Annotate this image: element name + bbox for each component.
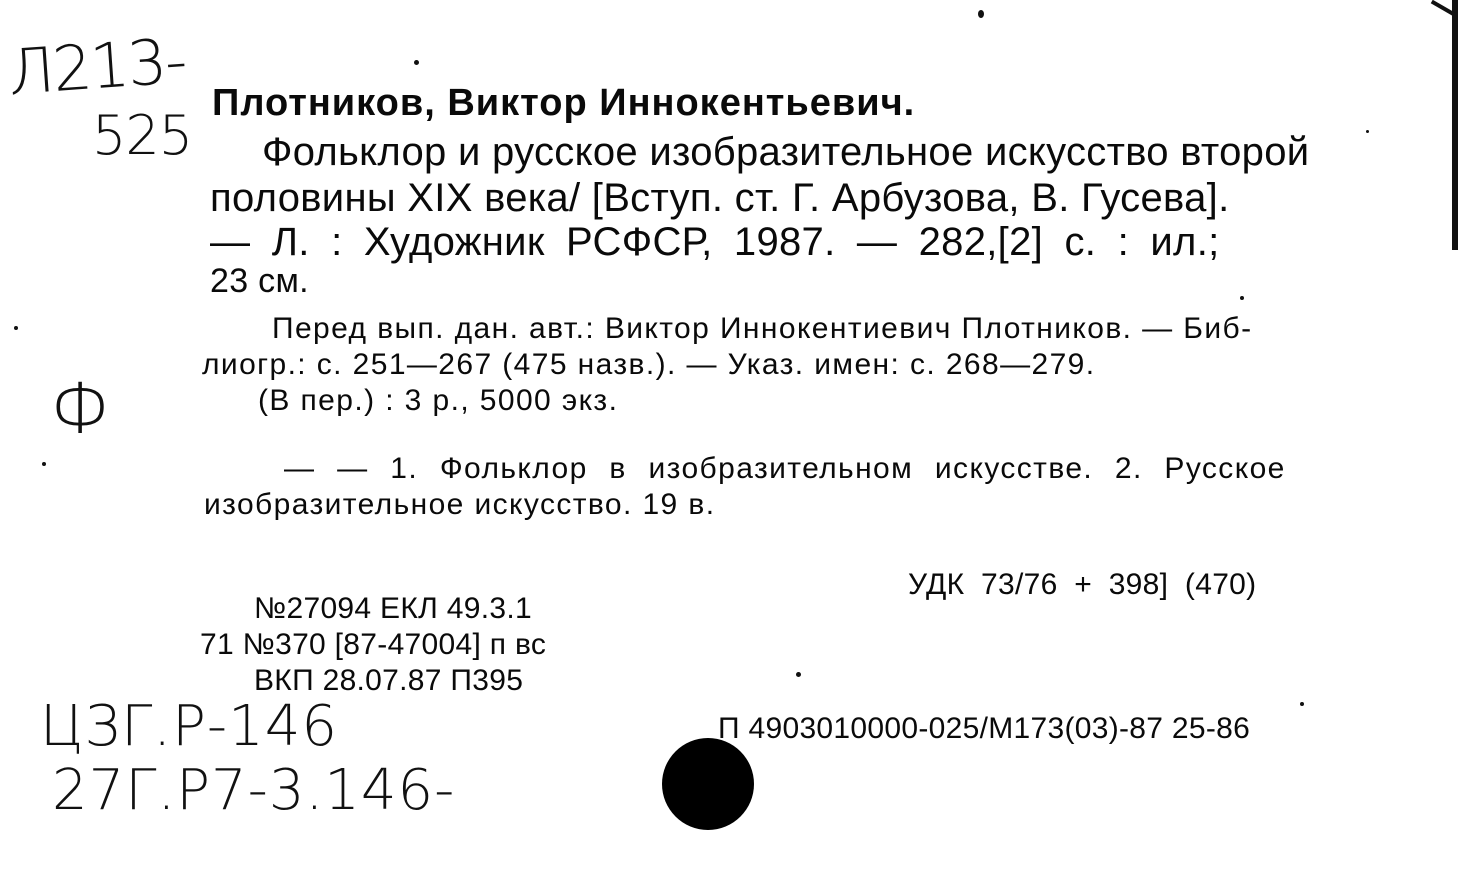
speck [14,326,18,330]
handwritten-margin-mark: Ф [50,368,111,450]
speck [414,60,419,65]
card-edge-line [1452,0,1458,250]
notes-line-1: Перед вып. дан. авт.: Виктор Иннокентиевич Плотников. — Биб- [272,312,1253,345]
title-line-2: половины XIX века/ [Вступ. ст. Г. Арбузова, В. Гусева]. [210,176,1230,220]
speck [978,10,984,18]
title-line-3: — Л. : Художник РСФСР, 1987. — 282,[2] с. : ил.; [210,220,1220,264]
handwritten-shelf-code-2: 27Г.Р7-3.146- [52,758,456,823]
notes-line-3: (В пер.) : 3 р., 5000 экз. [258,384,619,417]
speck [42,462,46,466]
speck [796,672,801,677]
punched-hole [662,738,754,830]
subject-line-2: изобразительное искусство. 19 в. [204,488,716,521]
handwritten-shelf-code-1: ЦЗГ.Р-146 [40,694,338,759]
udk-classification: УДК 73/76 + 398] (470) [908,568,1257,601]
registry-line-1: №27094 ЕКЛ 49.3.1 [254,592,532,625]
title-line-1: Фольклор и русское изобразительное искусство второй [262,130,1310,174]
handwritten-call-number-top: Л213- [5,23,188,110]
registry-line-2: 71 №370 [87-47004] п вс [200,628,547,661]
subject-line-1: — — 1. Фольклор в изобразительном искусстве. 2. Русское [284,452,1286,485]
notes-line-2: лиогр.: с. 251—267 (475 назв.). — Указ. имен: с. 268—279. [202,348,1096,381]
registry-line-3: ВКП 28.07.87 П395 [254,664,524,697]
title-line-4: 23 см. [210,262,309,300]
publication-index-code: П 4903010000-025/М173(03)-87 25-86 [718,712,1251,745]
speck [1366,130,1369,133]
speck [1240,296,1244,300]
author-heading: Плотников, Виктор Иннокентьевич. [212,82,916,124]
handwritten-call-number-bottom: 525 [92,104,193,167]
speck [1300,702,1304,706]
